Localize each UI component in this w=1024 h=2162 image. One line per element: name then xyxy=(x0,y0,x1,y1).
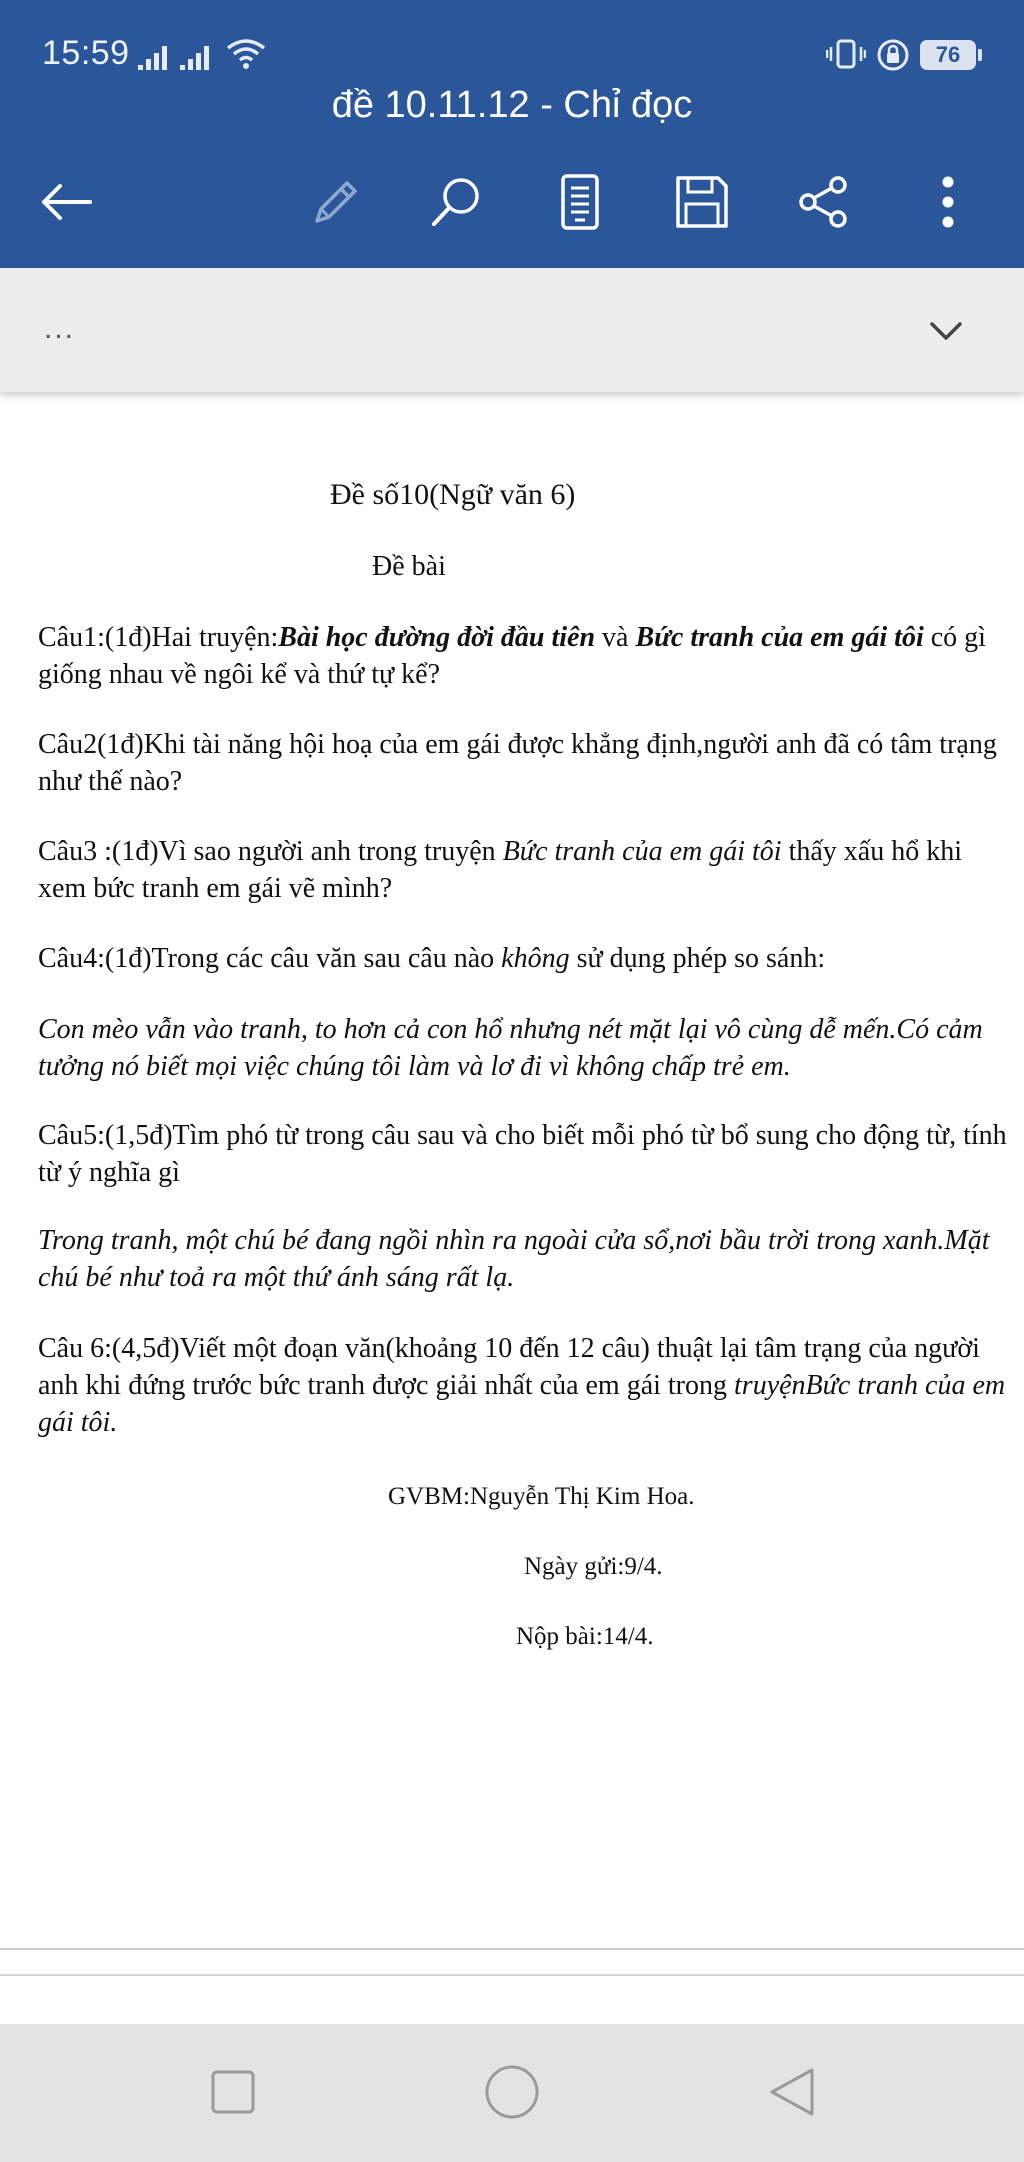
question-1 xyxy=(38,619,1008,693)
question-6 xyxy=(38,1330,1008,1441)
question-5: Câu5:(1,5đ)Tìm phó từ trong câu sau và cho biết mỗi phó từ bổ sung cho động từ, tính từ ý nghĩa gì xyxy=(38,1120,1007,1188)
q4-text: Câu4:(1đ)Trong các câu văn sau câu nào xyxy=(38,943,502,974)
nav-back-button[interactable] xyxy=(760,2060,824,2124)
date-sent: Ngày gửi:9/4. xyxy=(524,1553,663,1580)
signal-1-icon xyxy=(138,44,174,70)
question-2: Câu2(1đ)Khi tài năng hội hoạ của em gái được khẳng định,người anh đã có tâm trạng như thế nào? xyxy=(38,729,997,797)
q6-story: truyệnBức tranh của em gái tôi. xyxy=(38,1370,1006,1438)
question-4-passage: Con mèo vẫn vào tranh, to hơn cả con hổ nhưng nét mặt lại vô cùng dễ mến.Có cảm tưởng nó biết mọi việc chúng tôi làm và lơ đi vì không chấp trẻ em. xyxy=(38,1014,983,1082)
more-options-icon xyxy=(938,174,958,230)
ribbon-bar xyxy=(0,268,1024,392)
pencil-icon xyxy=(309,175,363,229)
vibrate-icon xyxy=(826,38,866,70)
share-icon xyxy=(796,174,852,230)
chevron-down-icon[interactable] xyxy=(926,312,966,352)
exam-subtitle: Đề bài xyxy=(372,551,446,582)
search-button[interactable] xyxy=(424,170,488,234)
home-button[interactable] xyxy=(480,2060,544,2124)
lock-rotation-icon xyxy=(876,38,910,72)
reading-view-icon xyxy=(560,173,600,231)
battery-tip xyxy=(978,49,982,61)
ribbon-more-button[interactable]: ... xyxy=(44,312,76,345)
share-button[interactable] xyxy=(792,170,856,234)
recents-square-icon xyxy=(209,2068,257,2116)
question-5-passage: Trong tranh, một chú bé đang ngồi nhìn ra ngoài cửa sổ,nơi bầu trời trong xanh.Mặt chú bé như toả ra một thứ ánh sáng rất lạ. xyxy=(38,1225,990,1293)
page-edge-shadow xyxy=(0,1974,1024,1976)
signal-2-icon xyxy=(180,44,216,70)
teacher-signature: GVBM:Nguyễn Thị Kim Hoa. xyxy=(388,1483,695,1510)
q1-and: và xyxy=(595,622,636,653)
q3-text-end: thấy xấu hổ khi xem bức tranh em gái vẽ mình? xyxy=(38,836,963,904)
save-button[interactable] xyxy=(670,170,734,234)
document-title: đề 10.11.12 - Chỉ đọc xyxy=(331,84,693,126)
reading-view-button[interactable] xyxy=(548,170,612,234)
wifi-icon xyxy=(226,38,266,70)
home-circle-icon xyxy=(484,2064,540,2120)
save-icon xyxy=(674,174,730,230)
q6-text: Câu 6:(4,5đ)Viết một đoạn văn(khoảng 10 đến 12 câu) thuật lại tâm trạng của người anh khi đứng trước bức tranh được giải nhất của em gái trong xyxy=(38,1333,980,1401)
exam-title: Đề số10(Ngữ văn 6) xyxy=(330,478,576,511)
q4-text-end: sử dụng phép so sánh: xyxy=(569,943,826,974)
q4-emphasis: không xyxy=(501,943,570,974)
recents-button[interactable] xyxy=(201,2060,265,2124)
page-edge xyxy=(0,1948,1024,1950)
edit-button[interactable] xyxy=(304,170,368,234)
q1-text: Câu1:(1đ)Hai truyện: xyxy=(38,622,279,653)
question-4 xyxy=(38,940,1008,977)
app-bar xyxy=(0,0,1024,268)
q1-story-1: Bài học đường đời đầu tiên xyxy=(278,622,596,653)
q1-text-end: có gì giống nhau về ngôi kể và thứ tự kể? xyxy=(38,622,986,690)
question-3 xyxy=(38,833,1008,907)
back-triangle-icon xyxy=(766,2066,818,2118)
battery-level: 76 xyxy=(920,40,976,70)
search-icon xyxy=(428,174,484,230)
status-time: 15:59 xyxy=(42,34,130,72)
back-arrow-icon xyxy=(38,180,94,224)
more-options-button[interactable] xyxy=(916,170,980,234)
q1-story-2: Bức tranh của em gái tôi xyxy=(635,622,924,653)
q3-story: Bức tranh của em gái tôi xyxy=(502,836,782,867)
q3-text: Câu3 :(1đ)Vì sao người anh trong truyện xyxy=(38,836,503,867)
back-button[interactable] xyxy=(34,170,98,234)
date-due: Nộp bài:14/4. xyxy=(516,1623,654,1650)
